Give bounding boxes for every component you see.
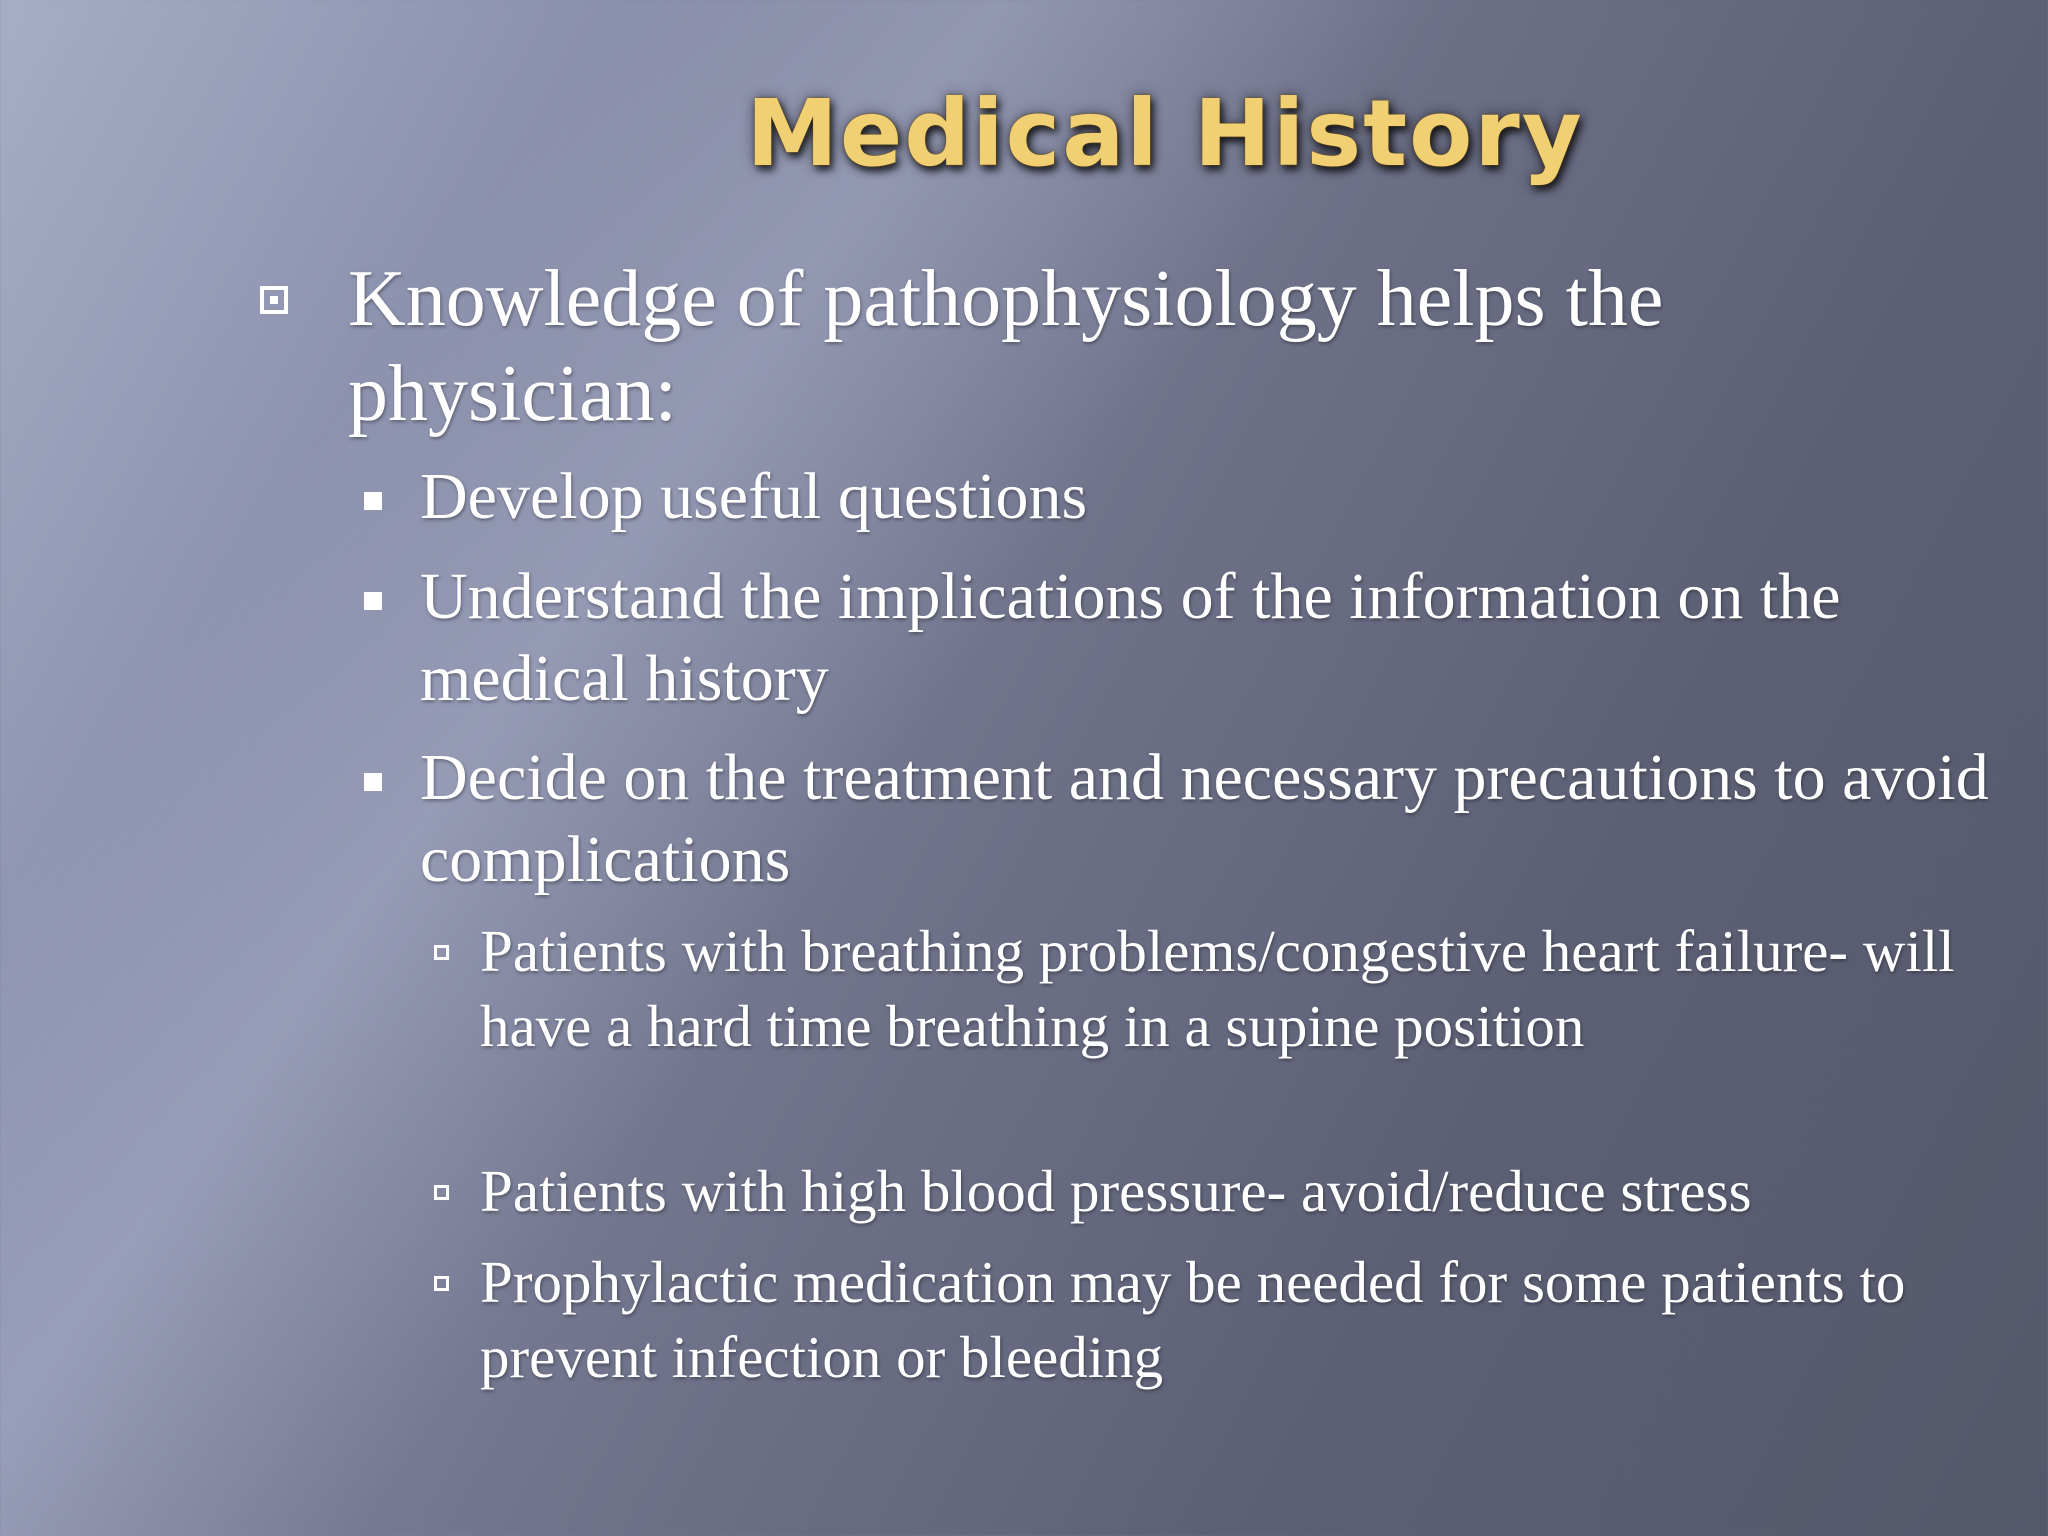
slide-title: Medical History xyxy=(746,80,1584,187)
example-bullet-text: Patients with high blood pressure- avoid/reduce stress xyxy=(480,1158,1752,1224)
example-bullet-point xyxy=(480,1245,2020,1395)
example-bullet-text: Patients with breathing problems/congestive heart failure- will have a hard time breathing in a supine position xyxy=(480,918,1955,1059)
sub-bullet-point xyxy=(420,556,2000,720)
example-bullet-text: Prophylactic medication may be needed for some patients to prevent infection or bleeding xyxy=(480,1249,1906,1390)
sub-bullet-text: Understand the implications of the information on the medical history xyxy=(420,560,1841,715)
filled-square-bullet-icon xyxy=(364,592,382,610)
main-bullet-point xyxy=(348,252,1948,442)
hollow-square-bullet-icon xyxy=(434,945,449,960)
hollow-square-bullet-icon xyxy=(434,1185,449,1200)
example-bullet-point xyxy=(480,1154,2020,1229)
sub-bullet-point xyxy=(420,456,2000,538)
sub-bullet-point xyxy=(420,737,2000,901)
hollow-square-bullet-icon xyxy=(434,1276,449,1291)
filled-square-bullet-icon xyxy=(364,492,382,510)
framed-square-bullet-icon xyxy=(260,286,288,314)
sub-bullet-text: Decide on the treatment and necessary precautions to avoid complications xyxy=(420,741,1989,896)
sub-bullet-text: Develop useful questions xyxy=(420,460,1088,533)
main-bullet-text: Knowledge of pathophysiology helps the physician: xyxy=(348,255,1664,438)
example-bullet-point xyxy=(480,914,2020,1064)
filled-square-bullet-icon xyxy=(364,773,382,791)
